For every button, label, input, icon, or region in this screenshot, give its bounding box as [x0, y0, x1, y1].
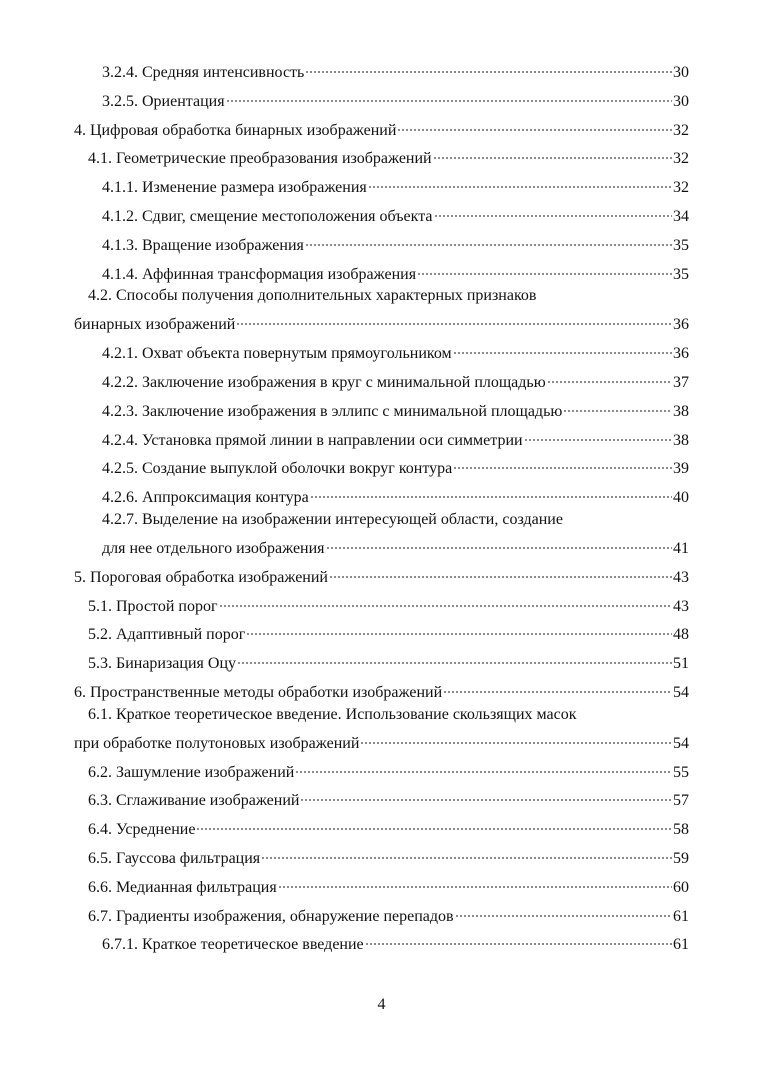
toc-entry-page: 61	[673, 936, 689, 954]
toc-entry[interactable]	[74, 675, 689, 701]
leader-dots	[434, 199, 672, 221]
toc-entry-page: 34	[673, 207, 689, 225]
toc-entry-title: 4.2.4. Установка прямой линии в направлении оси симметрии	[102, 431, 523, 449]
toc-entry[interactable]	[74, 228, 689, 254]
leader-dots	[329, 560, 672, 582]
leader-dots	[547, 365, 672, 387]
toc-entry[interactable]	[74, 560, 689, 586]
toc-entry[interactable]	[74, 336, 689, 363]
toc-entry-page: 36	[673, 345, 689, 363]
toc-entry-page: 38	[673, 402, 689, 420]
toc-entry-title: 4.1.1. Изменение размера изображения	[102, 179, 367, 197]
toc-entry[interactable]	[74, 899, 689, 925]
toc-entry-page: 37	[673, 373, 689, 391]
toc-entry-title: бинарных изображений	[74, 316, 236, 334]
toc-entry-page: 60	[673, 878, 689, 896]
leader-dots	[237, 646, 672, 668]
toc-entry-title: 4.2.1. Охват объекта повернутым прямоугольником	[102, 345, 452, 363]
toc-entry-page: 55	[673, 763, 689, 781]
toc-entry-title: 6.5. Гауссова фильтрация	[88, 849, 261, 867]
toc-entry-title: 4.2.6. Аппроксимация контура	[102, 489, 309, 507]
leader-dots	[326, 531, 672, 553]
toc-entry-page: 40	[673, 489, 689, 507]
leader-dots	[278, 870, 672, 892]
toc-entry[interactable]	[74, 617, 689, 644]
leader-dots	[524, 423, 672, 445]
toc-entry-page: 30	[673, 92, 689, 110]
toc-entry[interactable]	[74, 812, 689, 839]
toc-entry[interactable]	[74, 199, 689, 225]
toc-entry-title: 6. Пространственные методы обработки изображений	[74, 683, 443, 701]
toc-entry-title: 5.2. Адаптивный порог	[88, 626, 246, 644]
toc-entry[interactable]	[74, 285, 689, 334]
leader-dots	[246, 617, 672, 639]
toc-entry-title: для нее отдельного изображения	[102, 539, 325, 557]
toc-entry-title: 4.1.2. Сдвиг, смещение местоположения объекта	[102, 207, 433, 225]
toc-entry-title: 3.2.5. Ориентация	[102, 92, 225, 110]
toc-entry-page: 43	[673, 568, 689, 586]
leader-dots	[300, 783, 672, 805]
toc-entry-title: 5.1. Простой порог	[88, 597, 218, 615]
leader-dots	[310, 480, 672, 502]
toc-entry-page: 59	[673, 849, 689, 867]
leader-dots	[453, 451, 672, 473]
toc-entry-page: 32	[673, 179, 689, 197]
toc-entry[interactable]	[74, 55, 689, 81]
leader-dots	[219, 589, 672, 611]
toc-entry-page: 32	[673, 121, 689, 139]
toc-entry-title: 6.7. Градиенты изображения, обнаружение перепадов	[88, 907, 454, 925]
toc-entry-title: 3.2.4. Средняя интенсивность	[102, 64, 305, 81]
toc-entry-title: 6.7.1. Краткое теоретическое введение	[102, 936, 364, 954]
toc-entry[interactable]	[74, 451, 689, 478]
toc-entry[interactable]	[74, 480, 689, 507]
toc-entry-title: 4.2.2. Заключение изображения в круг с минимальной площадью	[102, 373, 546, 391]
toc-entry[interactable]	[74, 870, 689, 896]
page-number: 4	[377, 996, 386, 1013]
toc-entry[interactable]	[74, 704, 689, 752]
toc-entry-page: 51	[673, 655, 689, 673]
toc-entry-page: 58	[673, 821, 689, 839]
toc-entry-title: 4.2.5. Создание выпуклой оболочки вокруг контура	[102, 460, 453, 478]
toc-entry[interactable]	[74, 365, 689, 391]
toc-entry-title: 5.3. Бинаризация Оцу	[88, 655, 236, 673]
toc-entry-title: 4.1. Геометрические преобразования изображений	[88, 150, 432, 168]
leader-dots	[453, 336, 672, 358]
toc-entry-page: 48	[673, 626, 689, 644]
toc-entry[interactable]	[74, 755, 689, 781]
toc-entry[interactable]	[74, 841, 689, 867]
leader-dots	[305, 55, 672, 77]
toc-entry-page: 38	[673, 431, 689, 449]
leader-dots	[295, 755, 672, 777]
leader-dots	[360, 726, 672, 748]
toc-entry-page: 35	[673, 236, 689, 254]
toc-entry[interactable]	[74, 257, 689, 283]
leader-dots	[261, 841, 672, 863]
toc-entry[interactable]	[74, 423, 689, 449]
toc-entry-page: 35	[673, 265, 689, 283]
toc-entry-title-line: 4.2. Способы получения дополнительных характерных признаков	[88, 287, 537, 305]
toc-entry[interactable]	[74, 509, 689, 557]
toc-entry-title: 5. Пороговая обработка изображений	[74, 568, 328, 586]
leader-dots	[397, 113, 672, 135]
toc-entry-page: 32	[673, 150, 689, 168]
leader-dots	[196, 812, 672, 834]
toc-entry-title-line: 6.1. Краткое теоретическое введение. Использование скользящих масок	[88, 705, 577, 723]
toc-entry-title: 4.1.4. Аффинная трансформация изображения	[102, 265, 417, 283]
toc-entry[interactable]	[74, 927, 689, 954]
toc-entry[interactable]	[74, 783, 689, 810]
table-of-contents	[74, 55, 689, 956]
toc-entry-title: 4. Цифровая обработка бинарных изображений	[74, 121, 397, 139]
toc-entry-page: 61	[673, 907, 689, 925]
toc-entry-page: 30	[673, 64, 689, 81]
leader-dots	[563, 394, 672, 416]
toc-entry-page: 54	[673, 734, 689, 752]
toc-entry-title: 4.1.3. Вращение изображения	[102, 236, 304, 254]
leader-dots	[226, 84, 672, 106]
toc-entry-page: 57	[673, 792, 689, 810]
toc-entry[interactable]	[74, 141, 689, 168]
toc-entry-page: 39	[673, 460, 689, 478]
leader-dots	[368, 170, 672, 192]
leader-dots	[455, 899, 672, 921]
leader-dots	[305, 228, 672, 250]
toc-entry-page: 36	[673, 316, 689, 334]
leader-dots	[433, 141, 672, 163]
toc-entry-page: 54	[673, 683, 689, 701]
leader-dots	[236, 307, 672, 329]
leader-dots	[443, 675, 672, 697]
toc-entry[interactable]	[74, 113, 689, 139]
toc-entry[interactable]	[74, 84, 689, 110]
toc-entry-title: 6.6. Медианная фильтрация	[88, 878, 277, 896]
leader-dots	[417, 257, 672, 279]
toc-entry[interactable]	[74, 589, 689, 615]
toc-entry[interactable]	[74, 394, 689, 420]
toc-entry-title-line: 4.2.7. Выделение на изображении интересующей области, создание	[102, 510, 563, 528]
toc-entry[interactable]	[74, 646, 689, 673]
leader-dots	[365, 927, 672, 949]
toc-entry-page: 41	[673, 539, 689, 557]
toc-entry-title: 4.2.3. Заключение изображения в эллипс с минимальной площадью	[102, 402, 563, 420]
toc-entry-title: при обработке полутоновых изображений	[74, 734, 360, 752]
toc-entry-title: 6.2. Зашумление изображений	[88, 763, 295, 781]
toc-entry-title: 6.3. Сглаживание изображений	[88, 792, 300, 810]
toc-entry[interactable]	[74, 170, 689, 197]
toc-entry-page: 43	[673, 597, 689, 615]
toc-entry-title: 6.4. Усреднение	[88, 821, 196, 839]
